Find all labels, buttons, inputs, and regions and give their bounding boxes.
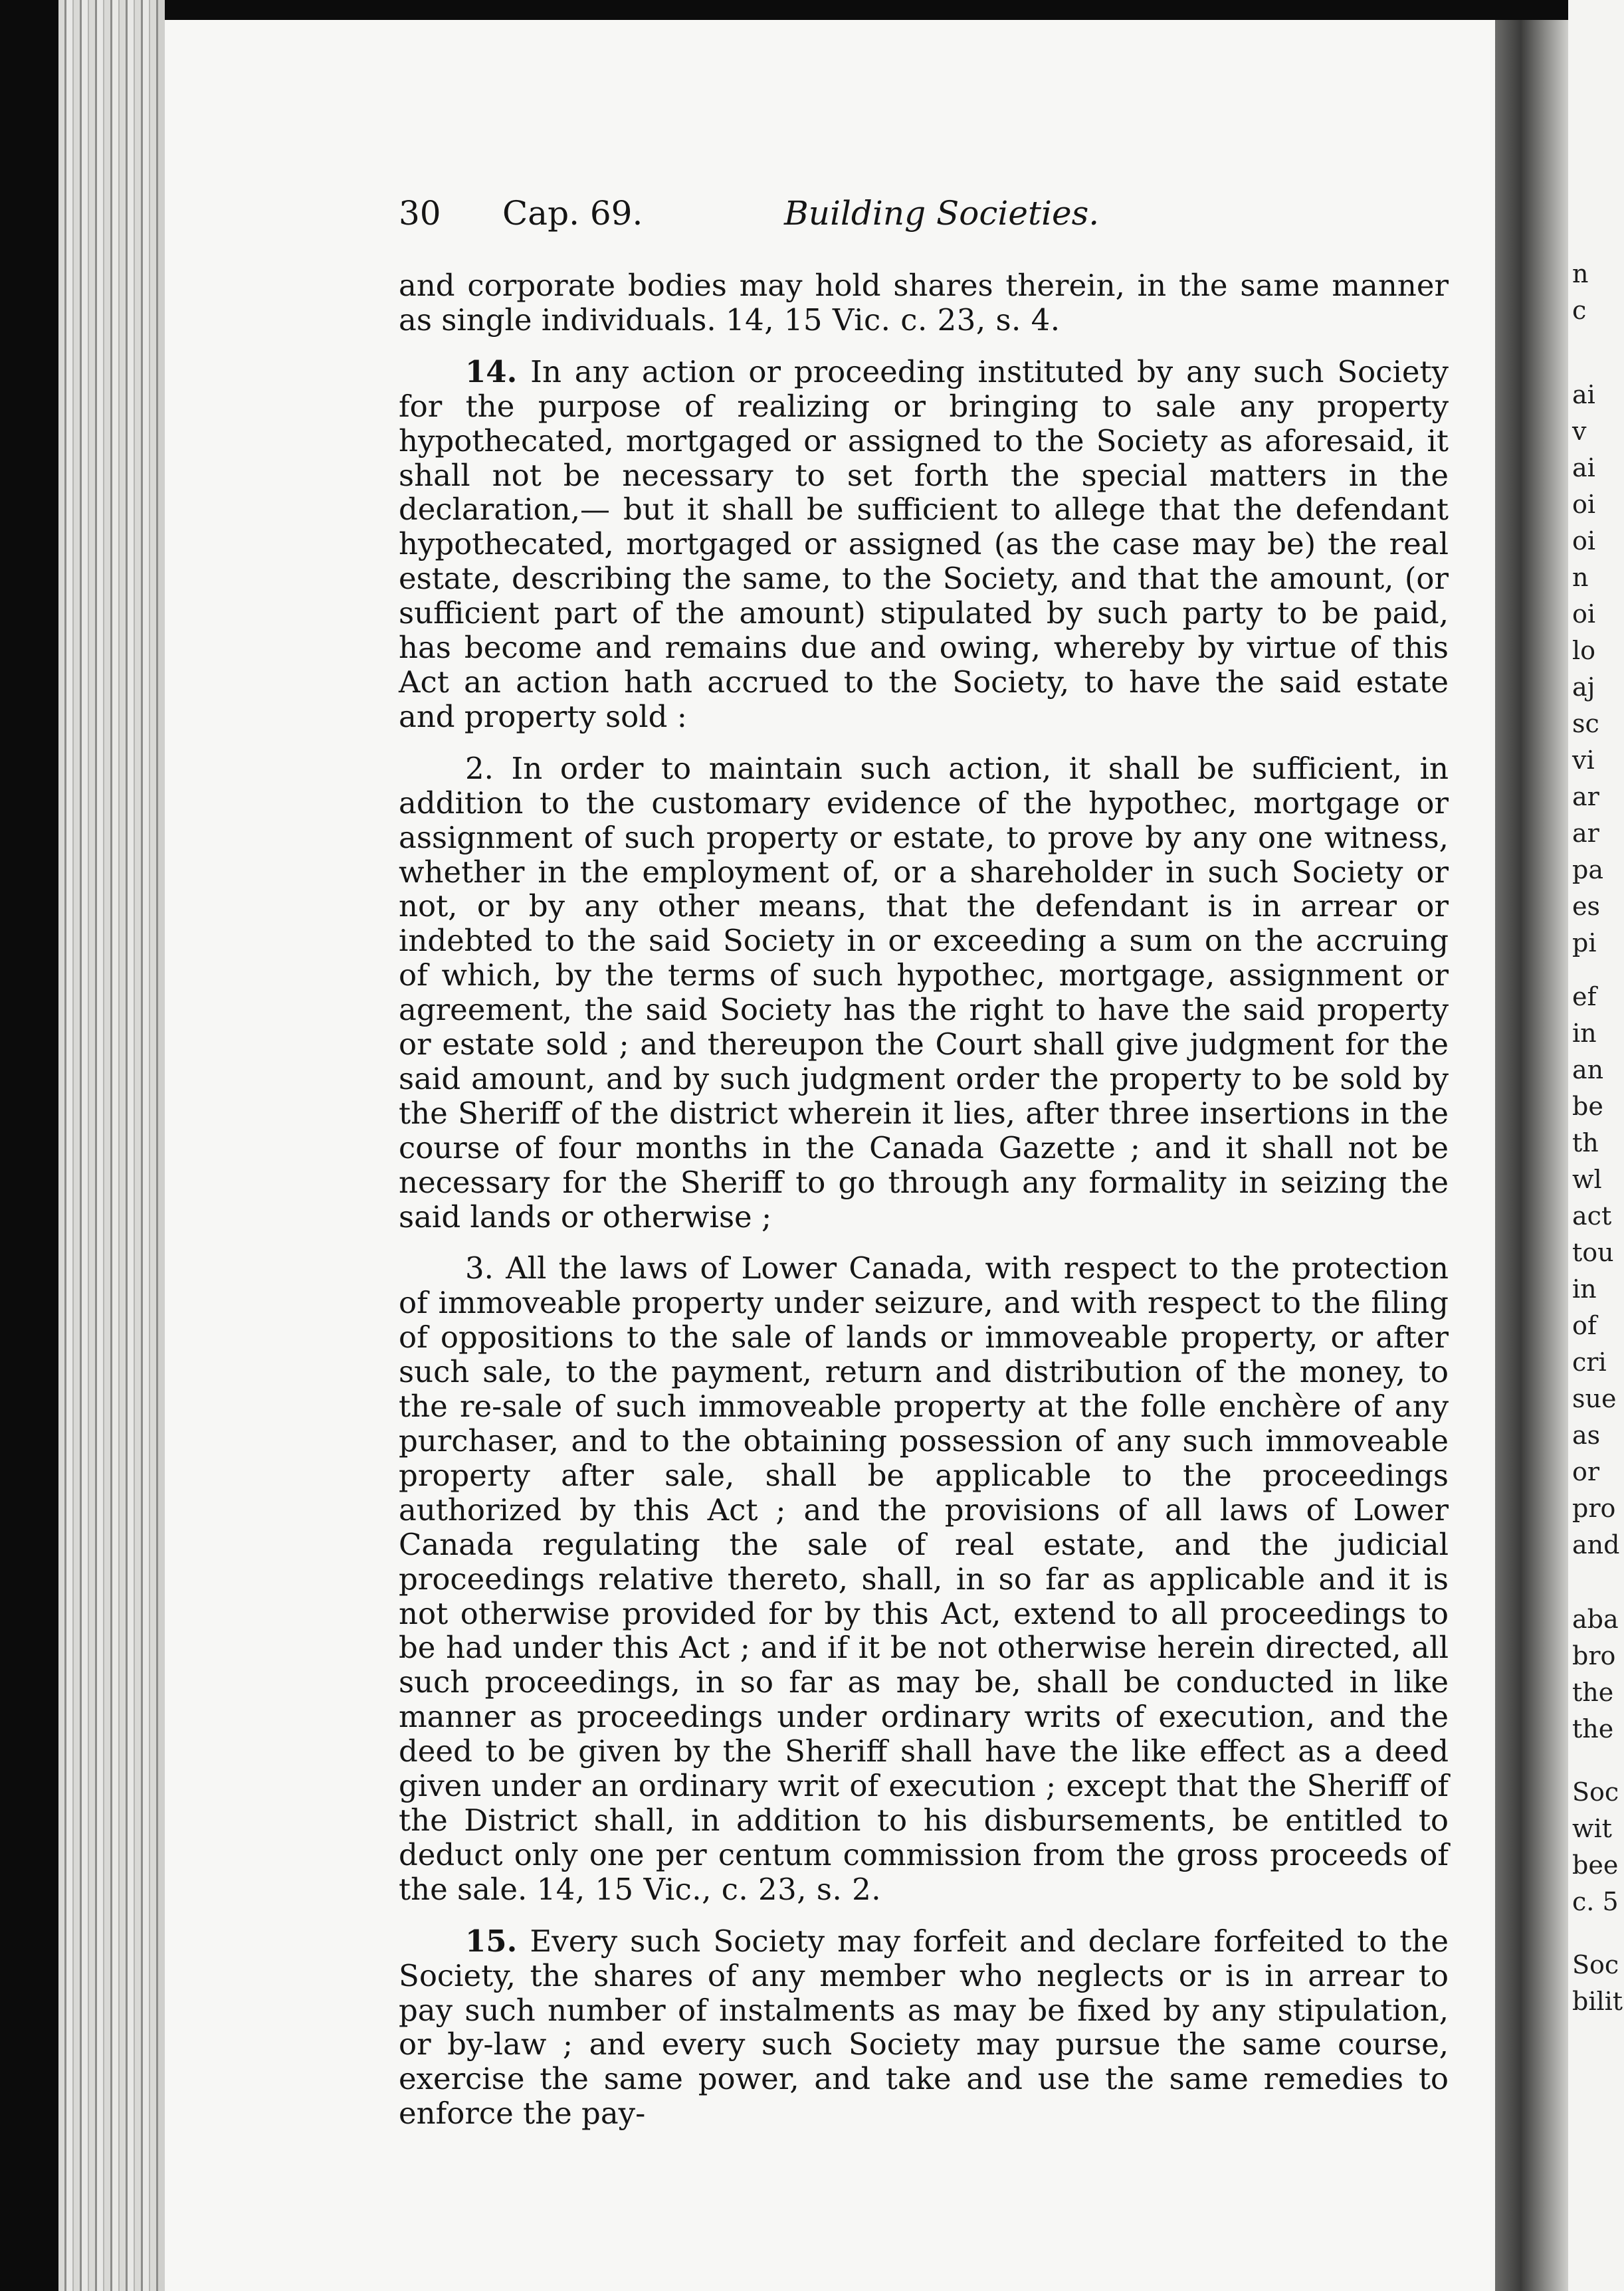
facing-page-text: and bbox=[1572, 1530, 1620, 1559]
facing-page-text: c bbox=[1572, 296, 1587, 325]
facing-page-text: or bbox=[1572, 1457, 1600, 1486]
body-text bbox=[399, 268, 1449, 2148]
facing-page-text: sc bbox=[1572, 709, 1599, 738]
paragraph bbox=[399, 355, 1449, 734]
paragraph-text: Every such Society may forfeit and declare forfeited to the Society, the shares of any member who neglects or is in arrear to pay such number of instalments as may be fixed by any stipulation, or by-law ; and every such Society may pursue the same course, exercise the same power, and take and use the same remedies to enforce the pay- bbox=[399, 1923, 1449, 2132]
facing-page-text: wit bbox=[1572, 1814, 1612, 1843]
chapter-label: Cap. 69. bbox=[502, 194, 643, 233]
facing-page-text: ai bbox=[1572, 453, 1595, 482]
paragraph-text: 2. In order to maintain such action, it shall be sufficient, in addition to the customary evidence of the hypothec, mortgage or assignment of such property or estate, to prove by any one witness, whether in the employment of, or a shareholder in such Society or not, or by any other means, that the defendant is in arrear or indebted to the said Society in or exceeding a sum on the accruing of which, by the terms of such hypothec, mortgage, assignment or agreement, the said Society has the right to have the said property or estate sold ; and thereupon the Court shall give judgment for the said amount, and by such judgment order the property to be sold by the Sheriff of the district wherein it lies, after three insertions in the course of four months in the Canada Gazette ; and it shall not be necessary for the Sheriff to go through any formality in seizing the said lands or otherwise ; bbox=[399, 750, 1449, 1235]
facing-page-text: the bbox=[1572, 1678, 1614, 1707]
facing-page-text: ai bbox=[1572, 380, 1595, 409]
facing-page-text: vi bbox=[1572, 746, 1595, 775]
scan-border-left bbox=[0, 0, 58, 2291]
scan-border-top bbox=[58, 0, 1624, 20]
paragraph bbox=[399, 1251, 1449, 1906]
facing-page-text: bro bbox=[1572, 1641, 1616, 1670]
facing-page-text: aba bbox=[1572, 1605, 1619, 1634]
facing-page-text: bee bbox=[1572, 1850, 1619, 1880]
facing-page-text: Soc bbox=[1572, 1950, 1619, 1979]
paragraph bbox=[399, 751, 1449, 1235]
facing-page-text: oi bbox=[1572, 526, 1596, 555]
facing-page-text: pa bbox=[1572, 855, 1603, 884]
facing-page-text: n bbox=[1572, 563, 1589, 592]
paragraph-text: and corporate bodies may hold shares therein, in the same manner as single individuals. bbox=[399, 268, 1449, 338]
section-number: 14. bbox=[465, 353, 518, 389]
facing-page-text: es bbox=[1572, 892, 1600, 921]
facing-page-text: aj bbox=[1572, 672, 1595, 702]
book-gutter bbox=[1495, 20, 1568, 2291]
facing-page-text: sue bbox=[1572, 1384, 1617, 1413]
facing-page-text: an bbox=[1572, 1055, 1604, 1084]
page-number: 30 bbox=[399, 194, 441, 233]
running-title: Building Societies. bbox=[784, 194, 1100, 233]
facing-page-text: Soc bbox=[1572, 1777, 1619, 1807]
paragraph bbox=[399, 1924, 1449, 2131]
facing-page-text: act bbox=[1572, 1201, 1612, 1231]
page-edge-shadow bbox=[158, 0, 165, 2291]
facing-page-text: th bbox=[1572, 1128, 1599, 1157]
facing-page-text: ef bbox=[1572, 982, 1597, 1011]
running-header bbox=[399, 194, 1449, 234]
facing-page-text: the bbox=[1572, 1714, 1614, 1743]
facing-page-fragment bbox=[1568, 0, 1624, 2291]
facing-page-text: pro bbox=[1572, 1494, 1616, 1523]
facing-page-text: cri bbox=[1572, 1347, 1607, 1377]
facing-page-text: ar bbox=[1572, 819, 1599, 848]
paragraph-text: 3. All the laws of Lower Canada, with respect to the protection of immoveable property under seizure, and with respect to the filing of oppositions to the sale of lands or immoveable property, or after such sale, to the payment, return and distribution of the money, to the re-sale of such immoveable property at the folle enchère of any purchaser, and to the obtaining possession of any such immoveable property after sale, shall be applicable to the proceedings authorized by this Act ; and the provisions of all laws of Lower Canada regulating the sale of real estate, and the judicial proceedings relative thereto, shall, in so far as applicable and it is not otherwise provided for by this Act, extend to all proceedings to be had under this Act ; and if it be not otherwise herein directed, all such proceedings, in so far as may be, shall be conducted in like manner as proceedings under ordinary writs of execution, and the deed to be given by the Sheriff shall have the like effect as a deed given under an ordinary writ of execution ; except that the Sheriff of the District shall, in addition to his disbursements, be entitled to deduct only one per centum commission from the gross proceeds of the sale. bbox=[399, 1250, 1449, 1907]
section-number: 15. bbox=[465, 1923, 518, 1959]
facing-page-text: pi bbox=[1572, 928, 1597, 957]
facing-page-text: oi bbox=[1572, 599, 1596, 629]
paragraph-text: In any action or proceeding instituted by any such Society for the purpose of realizing or bringing to sale any property hypothecated, mortgaged or assigned to the Society as aforesaid, it shall not be necessary to set forth the special matters in the declaration,— but it shall be sufficient to allege that the defendant hypothecated, mortgaged or assigned (as the case may be) the real estate, describing the same, to the Society, and that the amount, (or sufficient part of the amount) stipulated by such party to be paid, has become and remains due and owing, whereby by virtue of this Act an action hath accrued to the Society, to have the said estate and property sold : bbox=[399, 353, 1449, 734]
statute-reference: 14, 15 Vic. c. 23, s. 4. bbox=[725, 302, 1061, 338]
facing-page-text: in bbox=[1572, 1019, 1597, 1048]
facing-page-text: v bbox=[1572, 417, 1587, 446]
facing-page-text: n bbox=[1572, 259, 1589, 288]
facing-page-text: c. 5 bbox=[1572, 1887, 1619, 1916]
statute-reference: 14, 15 Vic., c. 23, s. 2. bbox=[536, 1871, 882, 1907]
facing-page-text: be bbox=[1572, 1092, 1603, 1121]
facing-page-text: as bbox=[1572, 1421, 1601, 1450]
facing-page-text: tou bbox=[1572, 1238, 1614, 1267]
page-edge-stack bbox=[58, 0, 158, 2291]
facing-page-text: lo bbox=[1572, 636, 1596, 665]
facing-page-text: oi bbox=[1572, 490, 1596, 519]
facing-page-text: of bbox=[1572, 1311, 1597, 1340]
facing-page-text: wl bbox=[1572, 1165, 1602, 1194]
facing-page-text: in bbox=[1572, 1274, 1597, 1304]
facing-page-text: bilit bbox=[1572, 1987, 1623, 2016]
facing-page-text: ar bbox=[1572, 782, 1599, 811]
paragraph bbox=[399, 268, 1449, 338]
